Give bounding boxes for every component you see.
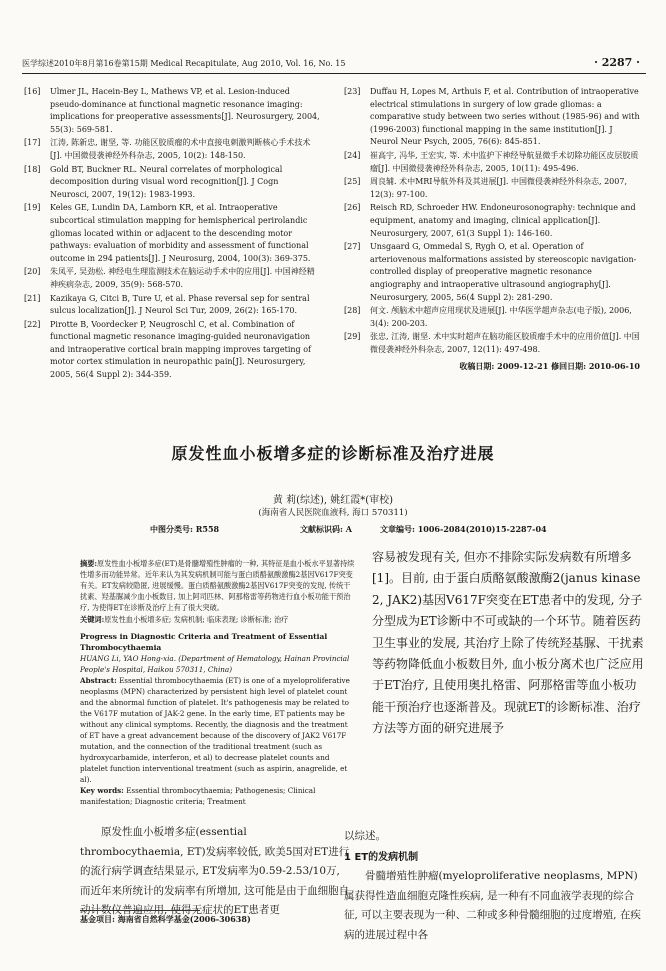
header-rule [22, 73, 646, 74]
abstract-cn-label: 摘要: [80, 559, 98, 568]
running-header [22, 58, 646, 72]
reference-text: 江涛, 陈新忠, 谢坚, 等. 功能区胶质瘤的术中直接电刺激判断核心手术技术[J]. 中国微侵袭神经外科杂志, 2005, 10(2): 148-150. [50, 138, 311, 160]
journal-info: 医学综述2010年8月第16卷第15期 Medical Recapitulate, Aug 2010, Vol. 16, No. 15 [22, 59, 346, 68]
reference-number: [21] [24, 293, 41, 303]
references-left-column [24, 86, 320, 383]
body-right-lower [344, 827, 644, 945]
received-dates: 收稿日期: 2009-12-21 修回日期: 2010-06-10 [459, 361, 640, 372]
page-number: · 2287 · [594, 56, 640, 69]
reference-number: [22] [24, 319, 41, 329]
keywords-en [80, 785, 355, 807]
reference-item [24, 266, 320, 291]
body-paragraph: 容易被发现有关, 但亦不排除实际发病数有所增多[1]。目前, 由于蛋白质酪氨酸激酶2(janus kinase 2, JAK2)基因V617F突变在ET患者中的发现, 分子分型成为ET诊断中不可或缺的一个环节。随着医药卫生事业的发展, 其治疗上除了传统羟基脲、干扰素等药物降低血小板数目外, 血小板分离术也广泛应用于ET治疗, 且使用奥扎格雷、阿那格雷等血小板功能干预治疗也逐渐普及。现就ET的诊断标准、治疗方法等方面的研究进展予 [372, 550, 644, 736]
reference-text: 张忠, 江涛, 谢坚. 术中实时超声在脑功能区胶质瘤手术中的应用价值[J]. 中国微侵袭神经外科杂志, 2007, 12(11): 497-498. [370, 332, 640, 354]
reference-number: [24] [344, 150, 361, 160]
abstract-cn [80, 558, 355, 613]
keywords-en-text: Essential thrombocythaemia; Pathogenesis; Clinical manifestation; Diagnostic criteria; Treatment [80, 786, 316, 806]
reference-item [344, 150, 640, 175]
keywords-cn-text: 原发性血小板增多症; 发病机制; 临床表现; 诊断标准; 治疗 [104, 615, 289, 624]
reference-text: Duffau H, Lopes M, Arthuis F, et al. Contribution of intraoperative electrical stimulations in surgery of low grade gliomas: a comparative study between two series without (1985-96) and with (1996-2003) functional mapping in the same institution[J]. J Neurol Neur Psych, 2005, 76(6): 845-851. [370, 87, 640, 147]
body-paragraph-end: 以综述。 [344, 830, 386, 842]
funding-note: 基金项目: 海南省自然科学基金(2006-30638) [80, 914, 251, 924]
abstract-en-label: Abstract: [80, 676, 117, 685]
section-heading-1: 1 ET的发病机制 [344, 851, 419, 863]
reference-text: Gold BT, Buckner RL. Neural correlates of morphological decomposition during visual word recognition[J]. J Cogn Neurosci, 2007, 19(12): 1983-1993. [50, 164, 283, 199]
reference-text: Ulmer JL, Hacein-Bey L, Mathews VP, et al. Lesion-induced pseudo-dominance at functional magnetic resonance imaging: implications for preoperative assessments[J]. Neurosurgery, 2004, 55(3): 569-581. [50, 87, 320, 134]
reference-number: [16] [24, 87, 41, 96]
reference-item [24, 164, 320, 202]
footnote-rule [80, 910, 200, 911]
reference-item [24, 319, 320, 382]
reference-number: [26] [344, 203, 361, 213]
reference-text: Unsgaard G, Ommedal S, Rygh O, et al. Operation of arteriovenous malformations assisted by stereoscopic navigation-controlled display of preoperative magnetic resonance angiography and intraoperative ultrasound angiography[J]. Neurosurgery, 2005, 56(4 Suppl 2): 281-290. [370, 242, 637, 302]
reference-item [24, 202, 320, 265]
reference-text: Pirotte B, Voordecker P, Neugroschl C, et al. Combination of functional magnetic resonance imaging-guided neuronavigation and intraoperative cortical brain mapping improves targeting of motor cortex stimulation in neuropathic pain[J]. Neurosurgery, 2005, 56(4 Suppl 2): 344-359. [50, 319, 311, 380]
reference-text: 何文. 颅脑术中超声应用现状及进展[J]. 中华医学超声杂志(电子版), 2006, 3(4): 200-203. [370, 306, 632, 328]
english-title-text: Progress in Diagnostic Criteria and Treatment of Essential Thrombocythaemia [80, 632, 328, 652]
reference-number: [27] [344, 242, 361, 252]
reference-number: [17] [24, 138, 41, 148]
article-meta [150, 524, 600, 536]
abstract-en [80, 675, 355, 785]
references-right-column [344, 86, 640, 372]
article-number: 文章编号: 1006-2084(2010)15-2287-04 [380, 524, 547, 534]
article-authors: 黄 莉(综述), 姚红霞*(审校) [272, 495, 394, 506]
english-title [80, 631, 355, 653]
body-paragraph: 原发性血小板增多症(essential thrombocythaemia, ET)发病率较低, 欧美5国对ET进行的流行病学调查结果显示, ET发病率为0.59-2.53/10万, 而近年来所统计的发病率有所增加, 这可能是由于血细胞自动计数仪普遍应用, 使得无症状的ET患者更 [80, 826, 350, 916]
keywords-cn [80, 614, 355, 625]
reference-item [344, 241, 640, 304]
reference-item [24, 137, 320, 162]
reference-number: [18] [24, 164, 41, 174]
references-right-list [344, 86, 640, 356]
reference-text: 崔高宇, 冯华, 王宏实, 等. 术中监护下神经导航显微手术切除功能区皮层胶质瘤[J]. 中国微侵袭神经外科杂志, 2005, 10(11): 495-496. [370, 150, 639, 173]
reference-item [24, 293, 320, 318]
section-1-text: 骨髓增殖性肿瘤(myeloproliferative neoplasms, MPN)属获得性造血细胞克隆性疾病, 是一种有不同血液学表现的综合征, 可以主要表现为一种、二种或多种骨髓细胞的过度增殖, 在疾病的进展过程中各 [344, 870, 641, 941]
reference-number: [20] [24, 267, 41, 277]
reference-item [344, 176, 640, 201]
keywords-cn-label: 关键词: [80, 615, 105, 624]
reference-item [344, 331, 640, 356]
clc-number: 中图分类号: R558 [150, 524, 220, 534]
reference-text: Keles GE, Lundin DA, Lamborn KR, et al. Intraoperative subcortical stimulation mapping for hemispherical perirolandic gliomas located within or adjacent to the descending motor pathways: evaluation of morbidity and assessment of functional outcome in 294 patients[J]. J Neurosurg, 2004, 100(3): 369-375. [50, 203, 311, 263]
reference-text: Kazikaya G, Citci B, Ture U, et al. Phase reversal sep for sentral sulcus localization[J]. J Neurol Sci Tur, 2009, 26(2): 165-170. [50, 293, 310, 316]
article-title: 原发性血小板增多症的诊断标准及治疗进展 [171, 444, 495, 463]
english-authors: HUANG Li, YAO Hong-xia. (Department of Hematology, Hainan Provincial People's Hospital, Haikou 570311, China) [80, 654, 350, 674]
reference-number: [29] [344, 332, 361, 342]
abstract-block [80, 558, 355, 818]
abstract-en-text: Essential thrombocythaemia (ET) is one of a myeloproliferative neoplasms (MPN) characterized by persistent high level of platelet count and the abnormal function of platelet. It's pathogenesis may be related to the V617F mutation of JAK-2 gene. In the early time, ET patients may be without any clinical symptoms. Recently, the diagnosis and the treatment of ET have a great advancement because of the discovery of JAK2 V617F mutation, and the connection of the traditional treatment (such as hydroxycarbamide, interferon, et al) to decrease platelet counts and platelet function interventional treatment (such as aspirin, anagrelide, et al). [80, 676, 350, 784]
body-left-lower [80, 823, 352, 921]
reference-text: Reisch RD, Schroeder HW. Endoneurosonography: technique and equipment, anatomy and imaging, clinical application[J]. Neurosurgery, 2007, 61(3 Suppl 1): 146-160. [370, 203, 636, 238]
reference-item [24, 86, 320, 136]
reference-number: [28] [344, 306, 361, 316]
reference-item [344, 305, 640, 330]
reference-item [344, 202, 640, 240]
reference-number: [23] [344, 87, 361, 96]
document-code: 文献标识码: A [300, 524, 352, 534]
keywords-en-label: Key words: [80, 786, 124, 795]
body-right-upper [372, 547, 644, 740]
reference-number: [25] [344, 177, 361, 187]
reference-item [344, 86, 640, 149]
reference-text: 周良辅. 术中MRI导航外科及其进展[J]. 中国微侵袭神经外科杂志, 2007, 12(3): 97-100. [370, 177, 627, 199]
reference-text: 朱凤平, 吴劲松. 神经电生理监测技术在脑运动手术中的应用[J]. 中国神经精神疾病杂志, 2009, 35(9): 568-570. [50, 267, 315, 289]
abstract-cn-text: 原发性血小板增多症(ET)是骨髓增殖性肿瘤的一种, 其特征是血小板水平显著持续性增多而功能异常。近年来认为其发病机制可能与蛋白质酪氨酸激酶2基因V617F突变有关。ET发病较隐匿, 进展缓慢。蛋白质酪氨酸激酶2基因V617F突变的发现, 传统干扰素、羟基脲减少血小板数目, 加上阿司匹林、阿那格雷等药物进行血小板功能干预治疗, 为使得ET在诊断及治疗上有了很大突破。 [80, 559, 355, 612]
article-affiliation: (海南省人民医院血液科, 海口 570311) [258, 508, 408, 518]
reference-number: [19] [24, 203, 41, 213]
